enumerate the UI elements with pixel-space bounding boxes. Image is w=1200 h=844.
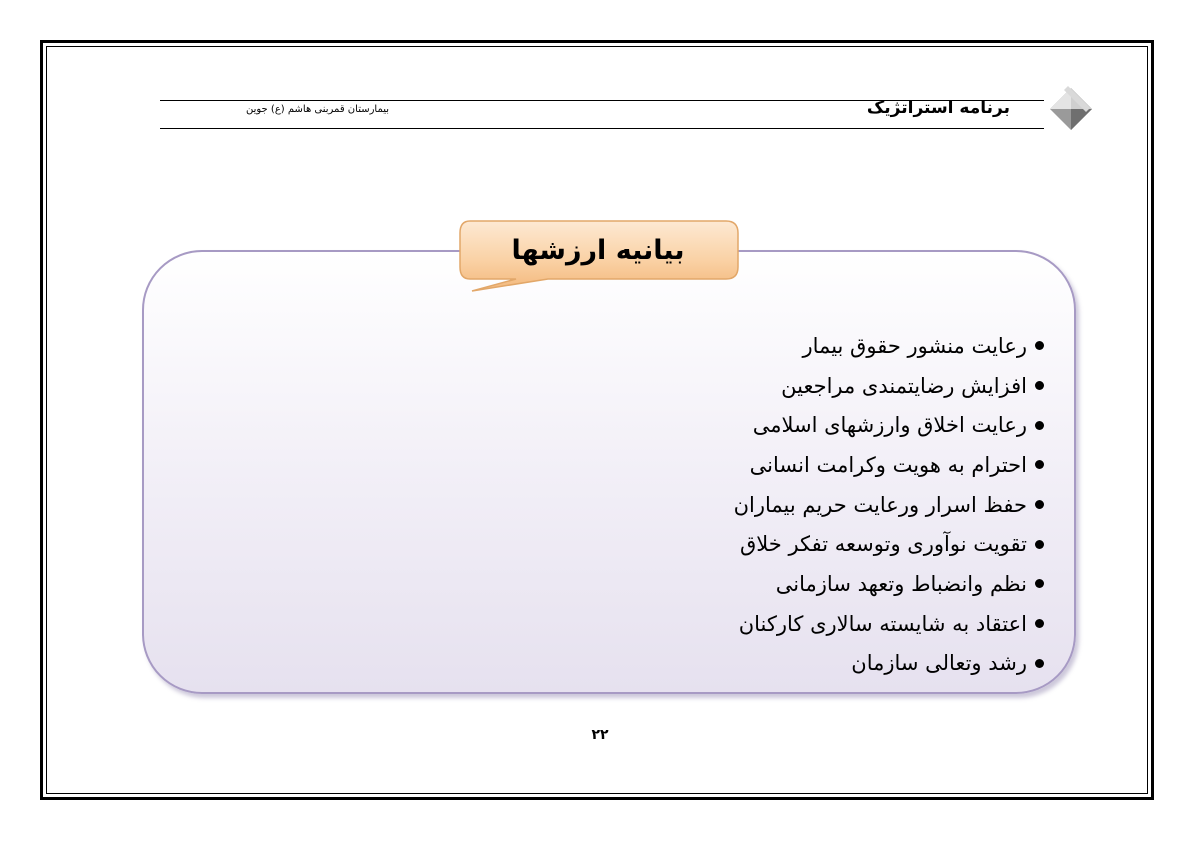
page-number: ۲۲ <box>591 727 609 743</box>
list-item <box>734 644 1044 684</box>
list-item-text: رعایت منشور حقوق بیمار <box>802 333 1027 358</box>
bullet-icon <box>1035 460 1044 469</box>
list-item-text: اعتقاد به شایسته سالاری کارکنان <box>738 611 1027 636</box>
header-rule-bottom <box>160 128 1044 129</box>
list-item <box>734 445 1044 485</box>
values-list <box>734 326 1044 683</box>
list-item <box>734 524 1044 564</box>
bullet-icon <box>1035 341 1044 350</box>
list-item-text: احترام به هویت وکرامت انسانی <box>749 452 1027 477</box>
bullet-icon <box>1035 540 1044 549</box>
list-item-text: حفظ اسرار ورعایت حریم بیماران <box>733 492 1027 517</box>
bullet-icon <box>1035 659 1044 668</box>
list-item-text: افزایش رضایتمندی مراجعین <box>781 373 1027 398</box>
diamond-icon <box>1046 84 1096 134</box>
list-item <box>734 604 1044 644</box>
bullet-icon <box>1035 579 1044 588</box>
list-item <box>734 564 1044 604</box>
bullet-icon <box>1035 619 1044 628</box>
list-item-text: نظم وانضباط وتعهد سازمانی <box>775 571 1027 596</box>
list-item-text: رعایت اخلاق وارزشهای اسلامی <box>752 413 1027 438</box>
bullet-icon <box>1035 381 1044 390</box>
list-item <box>734 405 1044 445</box>
values-heading-callout <box>458 219 740 295</box>
header-title: برنامه استراتژیک <box>866 98 1010 118</box>
list-item <box>734 366 1044 406</box>
list-item-text: تقویت نوآوری وتوسعه تفکر خلاق <box>739 532 1027 557</box>
values-heading: بیانیه ارزشها <box>511 235 685 266</box>
list-item-text: رشد وتعالی سازمان <box>851 651 1027 676</box>
header-hospital-name: بیمارستان قمربنی هاشم (ع) جوین <box>246 104 390 115</box>
list-item <box>734 485 1044 525</box>
bullet-icon <box>1035 421 1044 430</box>
list-item <box>734 326 1044 366</box>
bullet-icon <box>1035 500 1044 509</box>
